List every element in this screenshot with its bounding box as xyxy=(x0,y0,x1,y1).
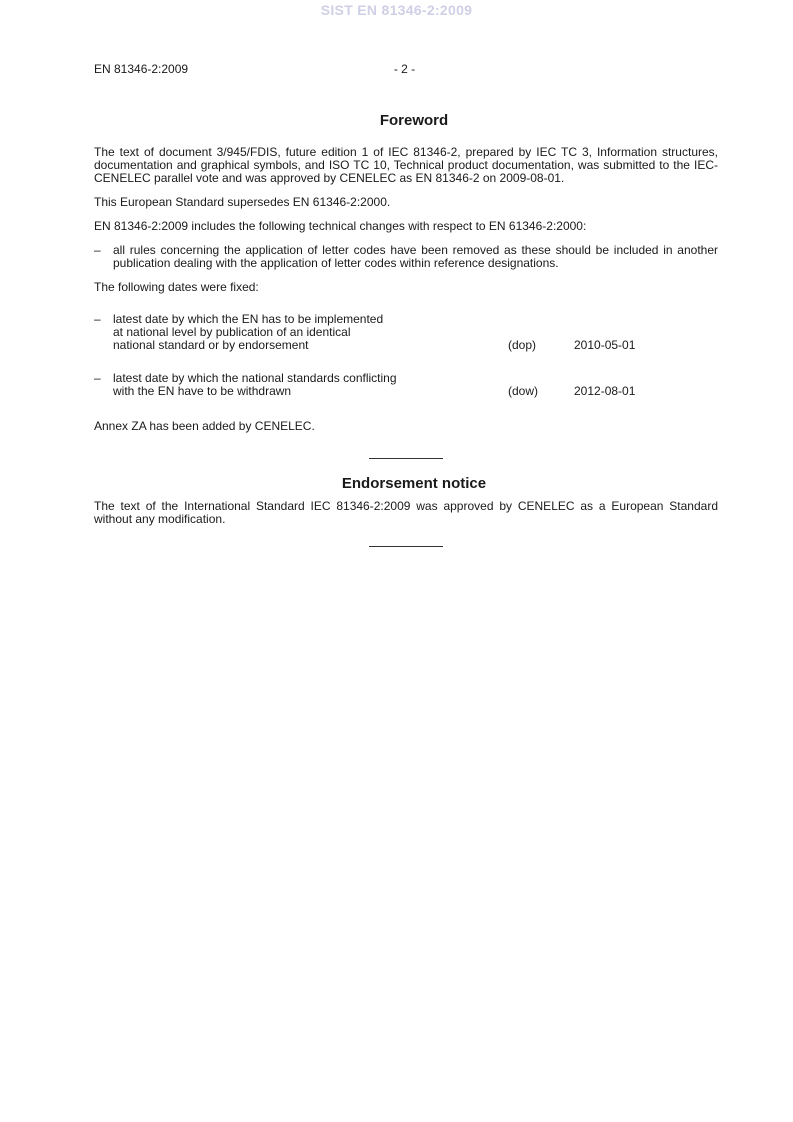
endorsement-title: Endorsement notice xyxy=(341,475,487,492)
foreword-paragraph-1: The text of document 3/945/FDIS, future edition 1 of IEC 81346-2, prepared by IEC TC 3, Information structures, documentation and graphical symbols, and ISO TC 10, Technical product documentation, was submitted to the IEC-CENELEC parallel vote and was approved by CENELEC as EN 81346-2 on 2009-08-01. xyxy=(94,145,718,185)
date-row-dop xyxy=(94,313,718,352)
header-document-id: EN 81346-2:2009 xyxy=(94,62,189,76)
foreword-paragraph-2: This European Standard supersedes EN 61346-2:2000. xyxy=(94,195,391,209)
date-value: 2010-05-01 xyxy=(574,338,636,352)
dates-intro: The following dates were fixed: xyxy=(94,280,259,294)
technical-change-item xyxy=(94,244,718,270)
annex-note: Annex ZA has been added by CENELEC. xyxy=(94,419,315,433)
date-description-line: with the EN have to be withdrawn xyxy=(113,384,292,398)
foreword-title: Foreword xyxy=(379,112,449,129)
watermark: SIST EN 81346-2:2009 xyxy=(320,2,473,18)
date-description xyxy=(113,372,508,398)
date-description-line: latest date by which the national standards conflicting xyxy=(113,371,397,385)
date-row-dow xyxy=(94,372,718,398)
section-divider xyxy=(369,546,443,547)
list-dash: – xyxy=(94,243,101,257)
endorsement-text: The text of the International Standard IEC 81346-2:2009 was approved by CENELEC as a European Standard without any modification. xyxy=(94,499,718,526)
date-description xyxy=(113,313,508,352)
foreword-paragraph-3: EN 81346-2:2009 includes the following technical changes with respect to EN 61346-2:2000: xyxy=(94,219,587,233)
date-code: (dop) xyxy=(508,338,537,352)
technical-change-text: all rules concerning the application of letter codes have been removed as these should be included in another publication dealing with the application of letter codes within reference designations. xyxy=(113,243,718,270)
date-description-line: latest date by which the EN has to be implemented xyxy=(113,312,384,326)
list-dash: – xyxy=(94,312,101,326)
header-page-number: - 2 - xyxy=(393,62,416,76)
date-description-line: national standard or by endorsement xyxy=(113,338,309,352)
date-value: 2012-08-01 xyxy=(574,384,636,398)
list-dash: – xyxy=(94,371,101,385)
section-divider xyxy=(369,458,443,459)
date-code: (dow) xyxy=(508,384,539,398)
date-description-line: at national level by publication of an identical xyxy=(113,325,351,339)
document-body xyxy=(94,112,718,547)
